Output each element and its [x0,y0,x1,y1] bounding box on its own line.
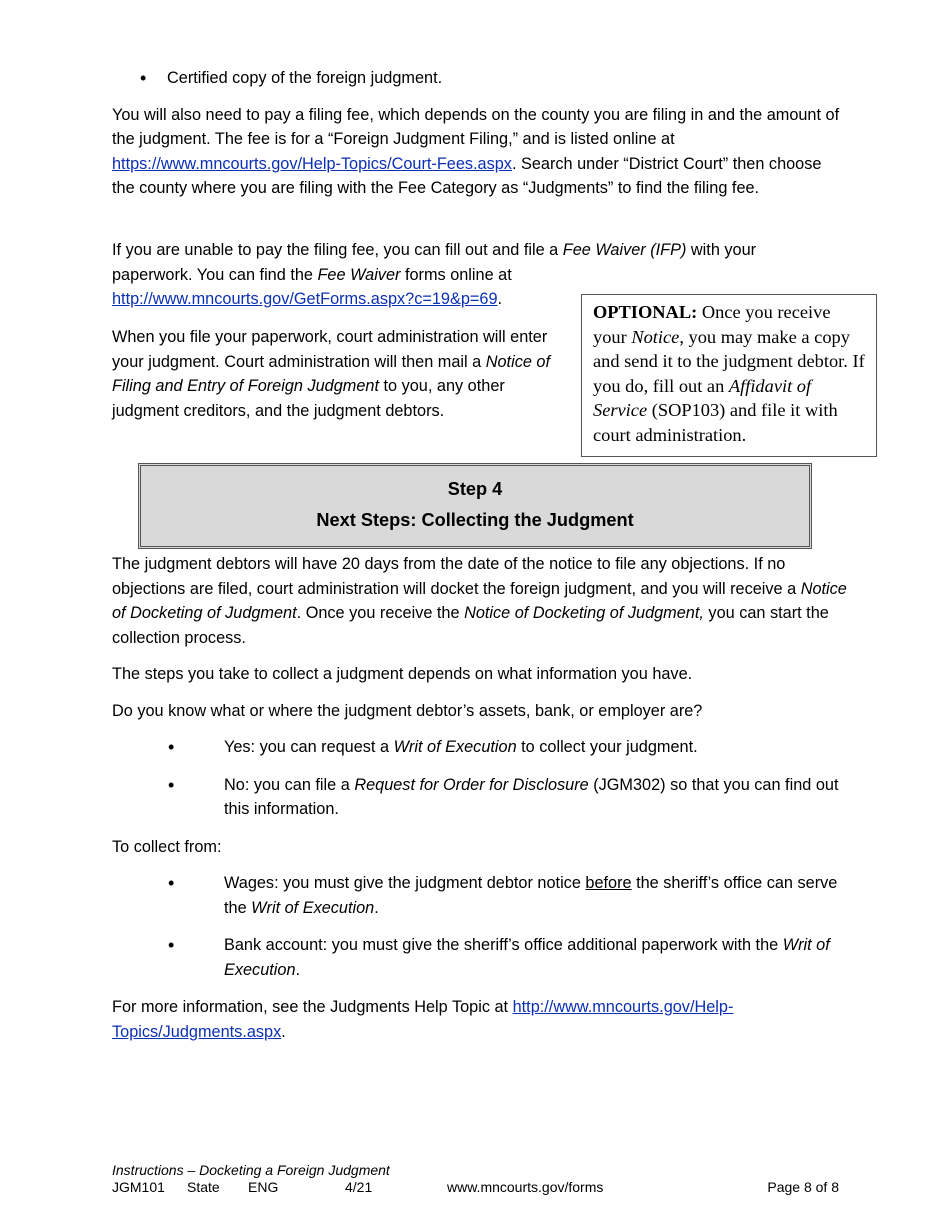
step-heading-box [138,463,812,549]
list-item: • Wages: you must give the judgment debtor notice before the sheriff’s office can serve the Writ of Execution. [112,871,847,920]
document-body [112,66,847,213]
collect-label: To collect from: [112,837,222,856]
more-info-paragraph: For more information, see the Judgments Help Topic at http://www.mncourts.gov/Help-Topics/Judgments.aspx. [112,998,734,1041]
get-forms-link[interactable]: http://www.mncourts.gov/GetForms.aspx?c=19&p=69 [112,290,498,308]
language: ENG [248,1179,279,1195]
waiver-text: paperwork. You can find the [112,265,318,284]
fee-waiver: Fee Waiver [317,265,401,284]
list-item: • No: you can file a Request for Order for Disclosure (JGM302) so that you can find out this information. [112,773,847,822]
step-title: Next Steps: Collecting the Judgment [316,510,634,530]
step-number: Step 4 [447,479,503,499]
jurisdiction: State [187,1179,220,1195]
list-item: • Yes: you can request a Writ of Execution to collect your judgment. [112,735,847,760]
collection-section [112,552,847,1056]
steps-paragraph: The steps you take to collect a judgment depends on what information you have. [112,665,693,683]
optional-label: OPTIONAL: [593,302,698,322]
list-item: • Bank account: you must give the sheriff’s office additional paperwork with the Writ of Execution. [112,933,847,982]
footer-title: Instructions – Docketing a Foreign Judgment [112,1162,390,1178]
fee-waiver-ifp: Fee Waiver (IFP) [562,241,687,259]
waiver-text: If you are unable to pay the filing fee, you can fill out and file a [112,241,563,259]
list-item: • Certified copy of the foreign judgment. [112,66,847,91]
court-fees-link[interactable]: https://www.mncourts.gov/Help-Topics/Court-Fees.aspx [112,154,512,173]
waiver-text: . [497,290,503,308]
page-footer [112,1162,839,1196]
forms-website: www.mncourts.gov/forms [447,1179,604,1195]
file-paragraph: When you file your paperwork, court administration will enter your judgment. Court administration will then mail a Notice of Filing and Entry of Foreign Judgment to you, any other judgment creditors, and the judgment debtors. [112,328,550,420]
waiver-text: forms online at [400,265,512,284]
objections-paragraph: The judgment debtors will have 20 days from the date of the notice to file any objections. If no objections are filed, court administration will docket the foreign judgment, and you will receive a Notice of Docketing of Judgment. Once you receive the Notice of Docketing of Judgment, you can start the collection process. [112,555,847,647]
page-number: Page 8 of 8 [767,1179,839,1195]
revision-date: 4/21 [345,1179,373,1195]
question-paragraph: Do you know what or where the judgment debtor’s assets, bank, or employer are? [112,701,703,720]
judgments-help-link[interactable]: http://www.mncourts.gov/Help-Topics/Judgments.aspx [112,998,734,1041]
waiver-text: with your [686,241,757,259]
form-code: JGM101 [112,1179,165,1195]
optional-note-box: OPTIONAL: Once you receive your Notice, you may make a copy and send it to the judgment debtor. If you do, fill out an Affidavit of Service (SOP103) and file it with court administration. [581,294,877,457]
fee-paragraph: You will also need to pay a filing fee, which depends on the county you are filing in and the amount of the judgment. The fee is for a “Foreign Judgment Filing,” and is listed online at https://www.mncourts.gov/Help-Topics/Court-Fees.aspx. Search under “District Court” then choose the county where you are filing with the Fee Category as “Judgments” to find the filing fee. [112,105,840,197]
